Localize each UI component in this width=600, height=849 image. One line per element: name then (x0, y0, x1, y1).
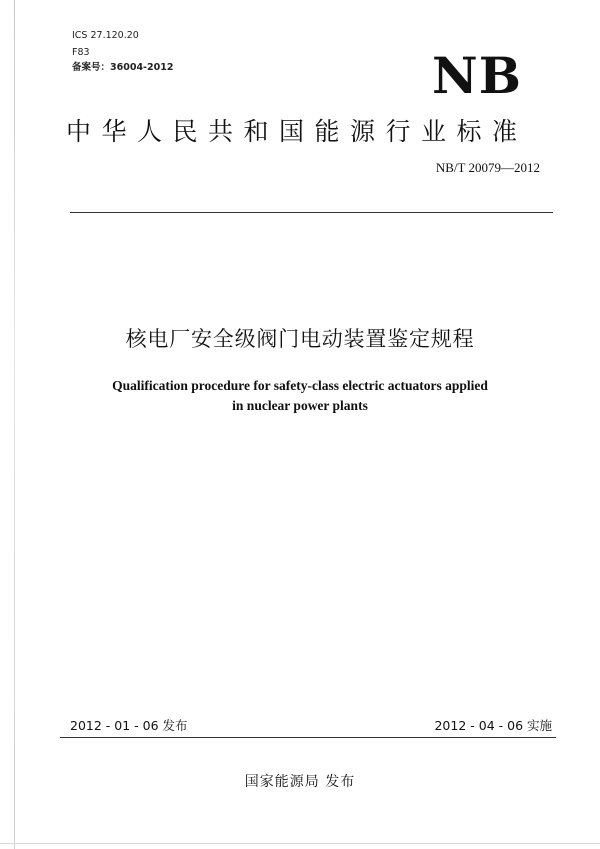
ics-code: ICS 27.120.20 (72, 30, 139, 41)
footer-divider (60, 737, 556, 738)
registration-number: 备案号：36004-2012 (72, 62, 174, 73)
scan-edge (14, 0, 15, 849)
scan-bottom-edge (0, 843, 600, 844)
document-title-zh: 核电厂安全级阀门电动装置鉴定规程 (125, 327, 475, 351)
publisher: 国家能源局 发布 (244, 774, 356, 790)
header-divider (70, 212, 553, 213)
document-title-en-line2: in nuclear power plants (232, 398, 368, 413)
implementation-date: 2012 - 04 - 06 实施 (434, 718, 552, 733)
standard-number: NB/T 20079—2012 (435, 160, 540, 175)
nb-logo: NB (432, 46, 522, 105)
document-title-en-line1: Qualification procedure for safety-class electric actuators applied (112, 378, 488, 393)
issue-date: 2012 - 01 - 06 发布 (70, 718, 188, 733)
standard-category-title: 中华人民共和国能源行业标准 (66, 117, 528, 146)
classification-code: F83 (72, 47, 90, 58)
